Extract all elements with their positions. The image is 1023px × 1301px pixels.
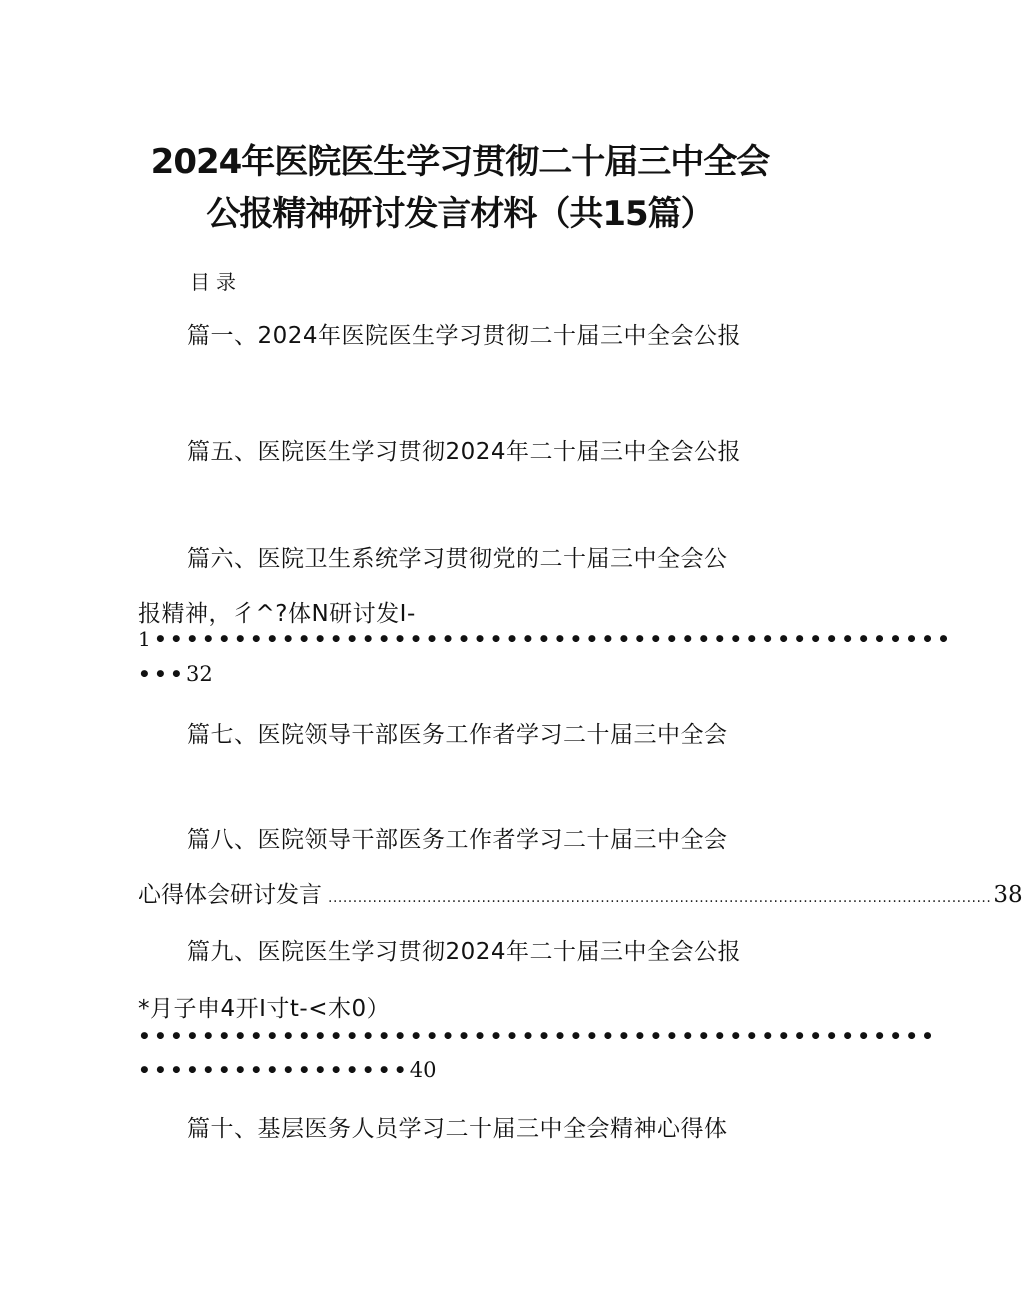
toc-heading: 目录: [190, 270, 242, 294]
toc-entry-8-line-2: 心得体会研讨发言: [138, 882, 322, 908]
toc-entry-9-leader-end: [138, 1058, 436, 1082]
toc-entry-5[interactable]: 篇五、医院医生学习贯彻2024年二十届三中全会公报: [187, 439, 742, 465]
toc-entry-6-line-1[interactable]: 篇六、医院卫生系统学习贯彻党的二十届三中全会公: [187, 546, 728, 572]
toc-entry-6-line-3-prefix: 1: [138, 627, 154, 651]
toc-entry-9-line-1[interactable]: 篇九、医院医生学习贯彻2024年二十届三中全会公报: [187, 939, 742, 965]
toc-entry-6-leader: ••••••••••••••••••••••••••••••••••••••••••••••••••: [153, 627, 954, 651]
toc-entry-6-leader-row: [138, 627, 954, 651]
document-title-line-1: 2024年医院医生学习贯彻二十届三中全会: [150, 142, 770, 182]
toc-entry-10[interactable]: 篇十、基层医务人员学习二十届三中全会精神心得体: [187, 1116, 728, 1142]
toc-entry-6-line-2: 报精神，彳^?体N研讨发I-: [138, 601, 416, 627]
toc-entry-9-leader: ••••••••••••••••••••••••••••••••••••••••••••••••••: [138, 1024, 938, 1048]
toc-entry-8-leader: ......................................................................................................................................: [328, 890, 992, 906]
toc-entry-7[interactable]: 篇七、医院领导干部医务工作者学习二十届三中全会: [187, 722, 728, 748]
toc-entry-6-leader-end: [138, 662, 213, 686]
toc-entry-8-line-1[interactable]: 篇八、医院领导干部医务工作者学习二十届三中全会: [187, 827, 728, 853]
toc-entry-8-page-number: 38: [993, 882, 1023, 908]
toc-entry-9-line-2: *月子申4开I寸t-<木0）: [138, 996, 391, 1022]
document-title-line-2: 公报精神研讨发言材料（共15篇）: [206, 194, 714, 234]
toc-entry-9-leader-short: •••••••••••••••••: [138, 1058, 410, 1082]
toc-entry-1[interactable]: 篇一、2024年医院医生学习贯彻二十届三中全会公报: [187, 323, 742, 349]
toc-entry-6-page-number: 32: [185, 662, 213, 686]
toc-entry-6-leader-short: •••: [138, 662, 186, 686]
toc-entry-9-page-number: 40: [409, 1058, 437, 1082]
toc-entry-8-line-2-row: [138, 876, 1023, 909]
toc-entry-9-leader-row: [138, 1024, 938, 1048]
